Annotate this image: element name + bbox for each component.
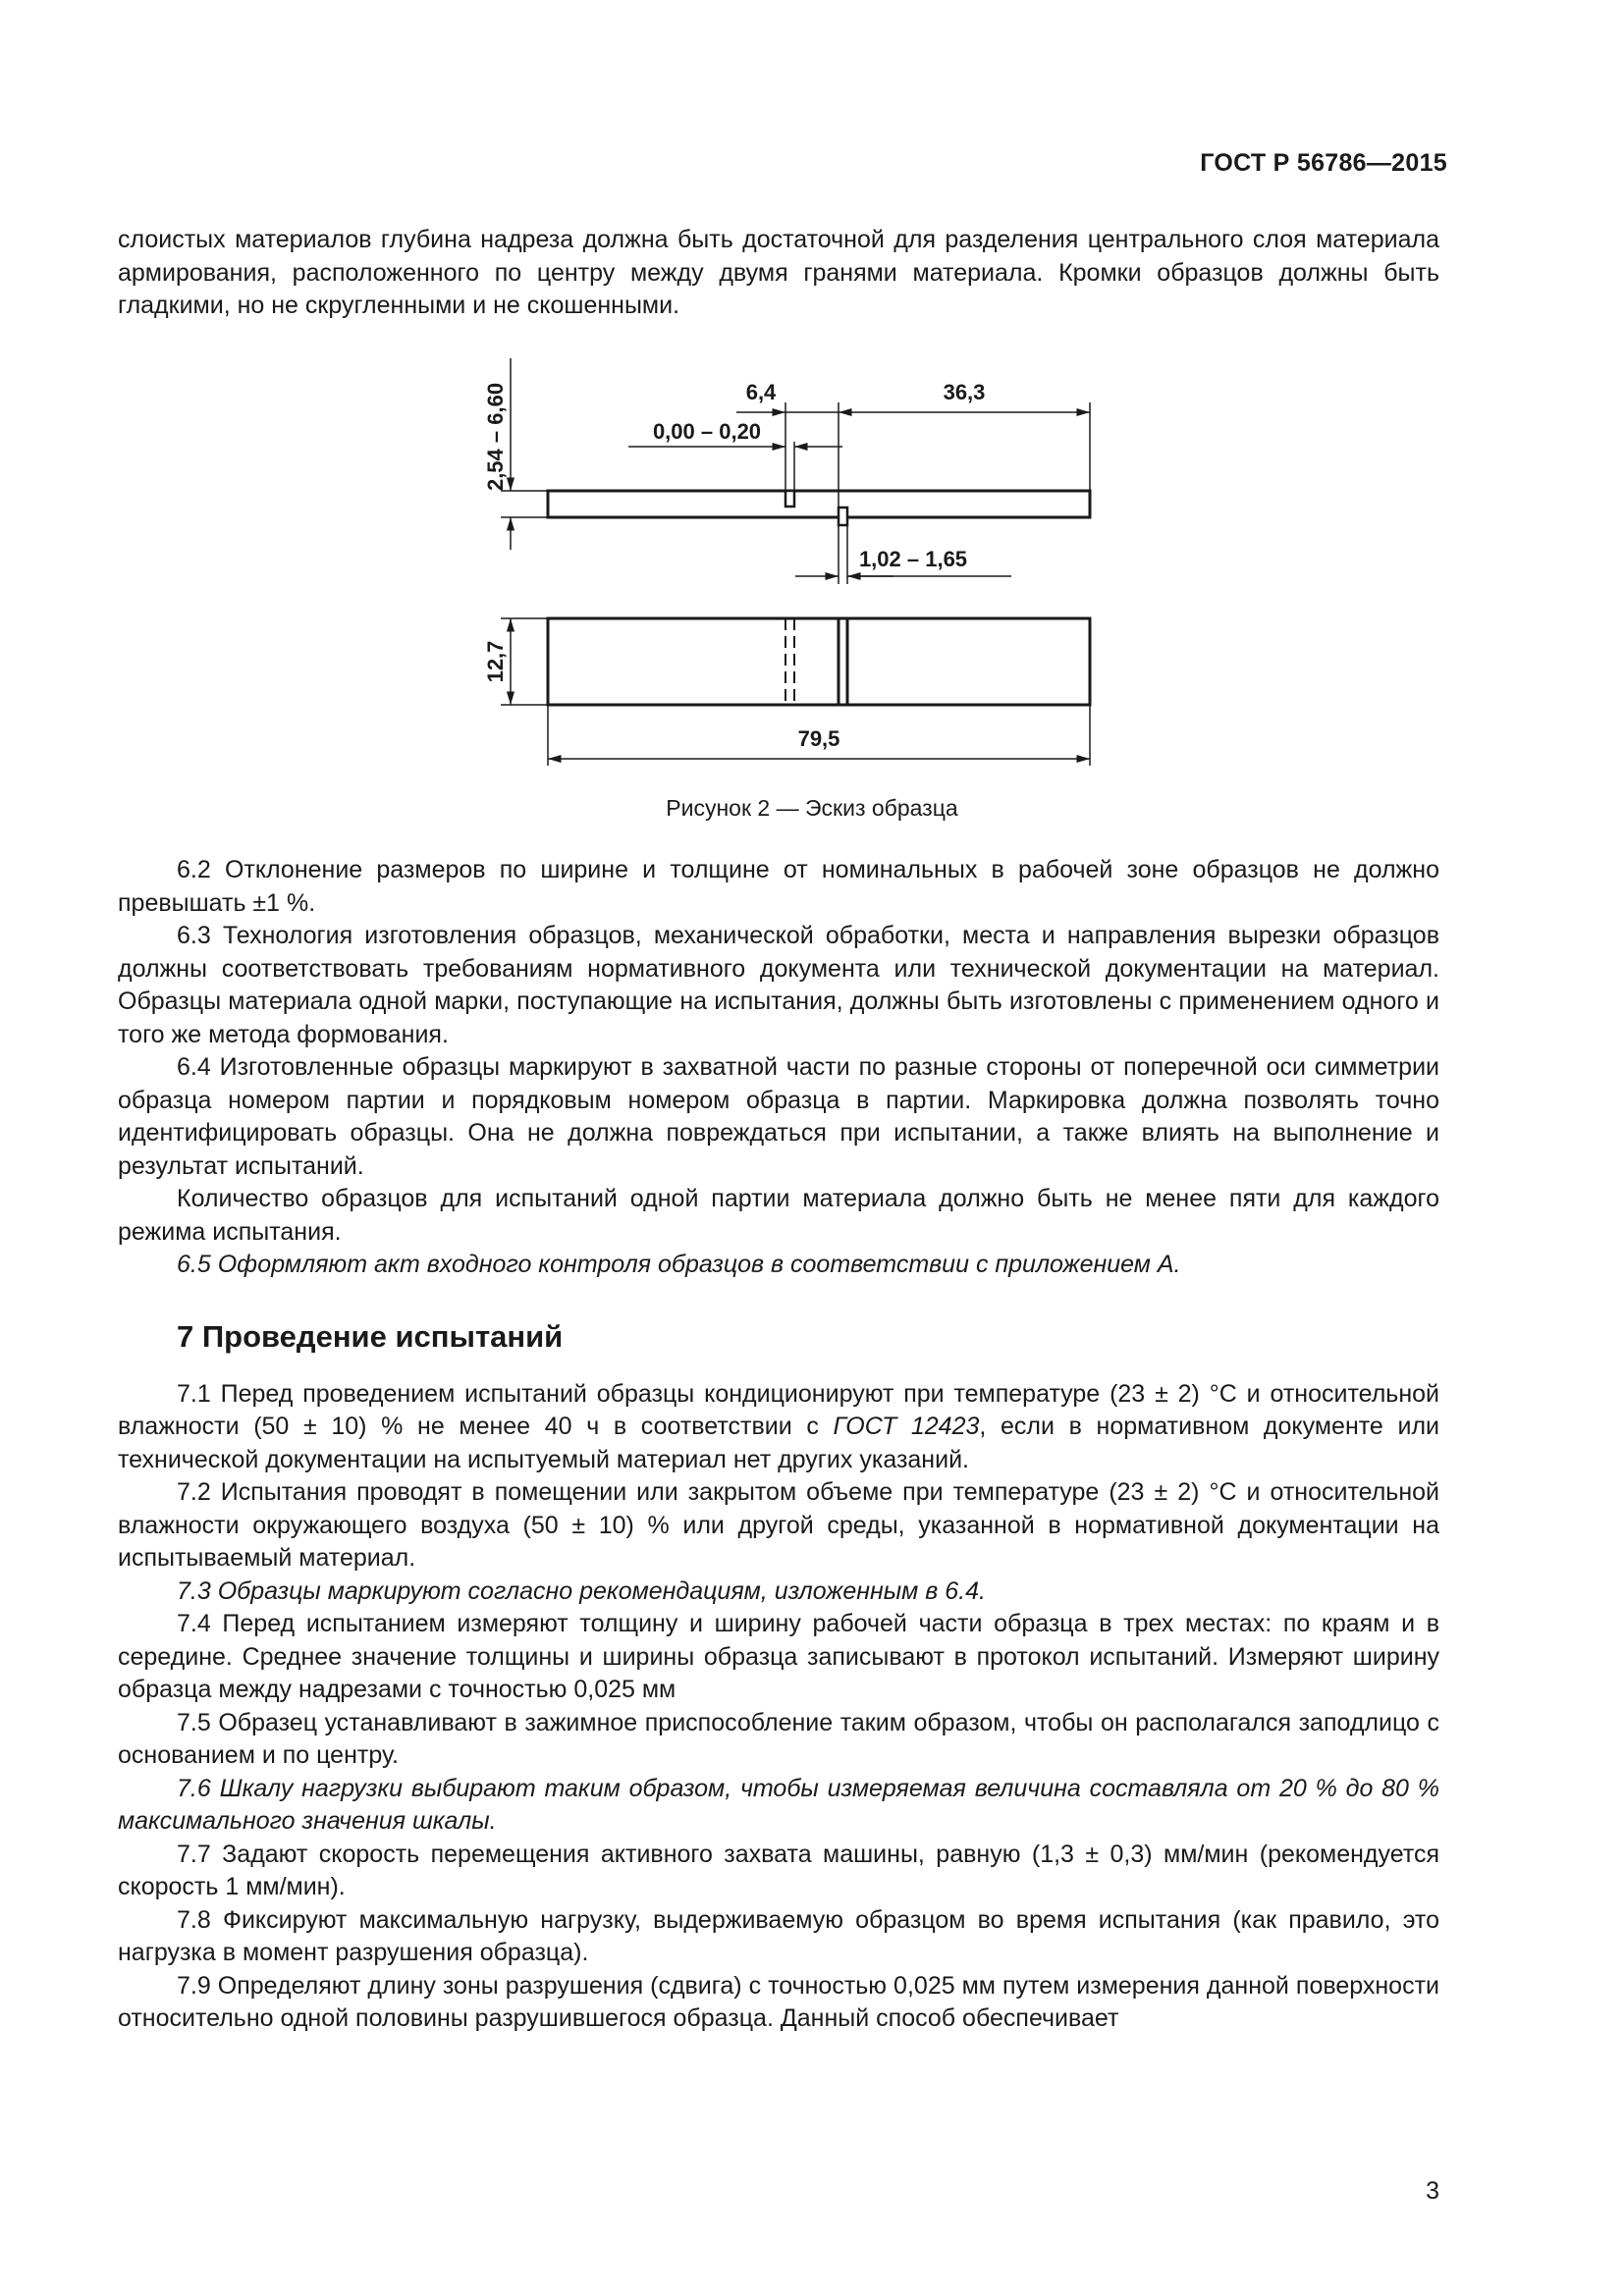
document-code: ГОСТ Р 56786—2015	[1200, 149, 1447, 177]
paragraph-7-2: 7.2 Испытания проводят в помещении или закрытом объеме при температуре (23 ± 2) °С и относительной влажности окружающего воздуха (50 ± 10) % или другой среды, указанной в нормативной документации на испытываемый материал.	[118, 1478, 1439, 1572]
paragraph-7-3: 7.3 Образцы маркируют согласно рекомендациям, изложенным в 6.4.	[177, 1576, 986, 1605]
label-notch-width: 1,02 – 1,65	[858, 547, 968, 571]
paragraph-6-4-count: Количество образцов для испытаний одной партии материала должно быть не менее пяти для каждого режима испытания.	[118, 1185, 1439, 1246]
paragraph-7-6: 7.6 Шкалу нагрузки выбирают таким образом, чтобы измеряемая величина составляла от 20 % до 80 % максимального значения шкалы.	[118, 1774, 1439, 1835]
label-width: 12,7	[483, 640, 508, 683]
paragraph-6-2: 6.2 Отклонение размеров по ширине и толщине от номинальных в рабочей зоне образцов не должно превышать ±1 %.	[118, 856, 1439, 917]
label-notch-depth: 0,00 – 0,20	[652, 419, 762, 444]
side-view-outline	[548, 491, 1090, 517]
paragraph-7-7: 7.7 Задают скорость перемещения активного захвата машины, равную (1,3 ± 0,3) мм/мин (рекомендуется скорость 1 мм/мин).	[118, 1840, 1439, 1900]
paragraph-7-9: 7.9 Определяют длину зоны разрушения (сдвига) с точностью 0,025 мм путем измерения данной поверхности относительно одной половины разрушившегося образца. Данный способ обеспечивает	[118, 1971, 1439, 2032]
paragraph-7-5: 7.5 Образец устанавливают в зажимное приспособление таким образом, чтобы он располагался заподлицо с основанием и по центру.	[118, 1708, 1439, 1769]
paragraph-7-1	[118, 1378, 1439, 1477]
top-notch	[785, 491, 794, 507]
label-thickness: 2,54 – 6,60	[483, 382, 508, 492]
top-view-outline	[548, 618, 1090, 705]
label-notch-position: 6,4	[745, 380, 777, 404]
gost-reference: ГОСТ 12423	[833, 1413, 980, 1440]
paragraph-6-5: 6.5 Оформляют акт входного контроля образцов в соответствии с приложением А.	[177, 1251, 1181, 1278]
specimen-drawing	[461, 348, 1110, 780]
page-number: 3	[1426, 2177, 1439, 2205]
paragraph-6-3: 6.3 Технология изготовления образцов, механической обработки, места и направления вырезки образцов должны соответствовать требованиям нормативного документа или технической документации на материал. Образцы материала одной марки, поступающие на испытания, должны быть изготовлены с применением одного и того же метода формования.	[118, 922, 1439, 1048]
label-total-length: 79,5	[797, 726, 840, 751]
paragraph-7-4: 7.4 Перед испытанием измеряют толщину и ширину рабочей части образца в трех местах: по краям и в середине. Среднее значение толщины и ширины образца записывают в протокол испытаний. Измеряют ширину образца между надрезами с точностью 0,025 мм	[118, 1610, 1439, 1703]
paragraph-7-8: 7.8 Фиксируют максимальную нагрузку, выдерживаемую образцом во время испытания (как правило, это нагрузка в момент разрушения образца).	[118, 1905, 1439, 1966]
paragraph-7-1-part-b: , если в нормативном документе или технической документации на испытуемый материал нет других указаний.	[118, 1413, 1439, 1473]
page-body-continued	[118, 854, 1439, 2036]
page-body	[118, 224, 1439, 323]
figure-caption: Рисунок 2 — Эскиз образца	[666, 795, 958, 821]
specimen-sketch	[461, 348, 1110, 780]
paragraph-7-1-part-a: 7.1 Перед проведением испытаний образцы кондиционируют при температуре (23 ± 2) °С и относительной влажности (50 ± 10) % не менее 40 ч в соответствии с	[118, 1379, 1439, 1440]
paragraph-6-4: 6.4 Изготовленные образцы маркируют в захватной части по разные стороны от поперечной оси симметрии образца номером партии и порядковым номером образца в партии. Маркировка должна позволять точно идентифицировать образцы. Она не должна повреждаться при испытании, а также влиять на выполнение и результат испытаний.	[118, 1053, 1439, 1180]
intro-paragraph: слоистых материалов глубина надреза должна быть достаточной для разделения центрального слоя материала армирования, расположенного по центру между двумя гранями материала. Кромки образцов должны быть гладкими, но не скругленными и не скошенными.	[118, 226, 1439, 319]
section-7-title: 7 Проведение испытаний	[177, 1318, 564, 1354]
bottom-notch	[839, 507, 847, 525]
label-right-length: 36,3	[943, 380, 986, 404]
